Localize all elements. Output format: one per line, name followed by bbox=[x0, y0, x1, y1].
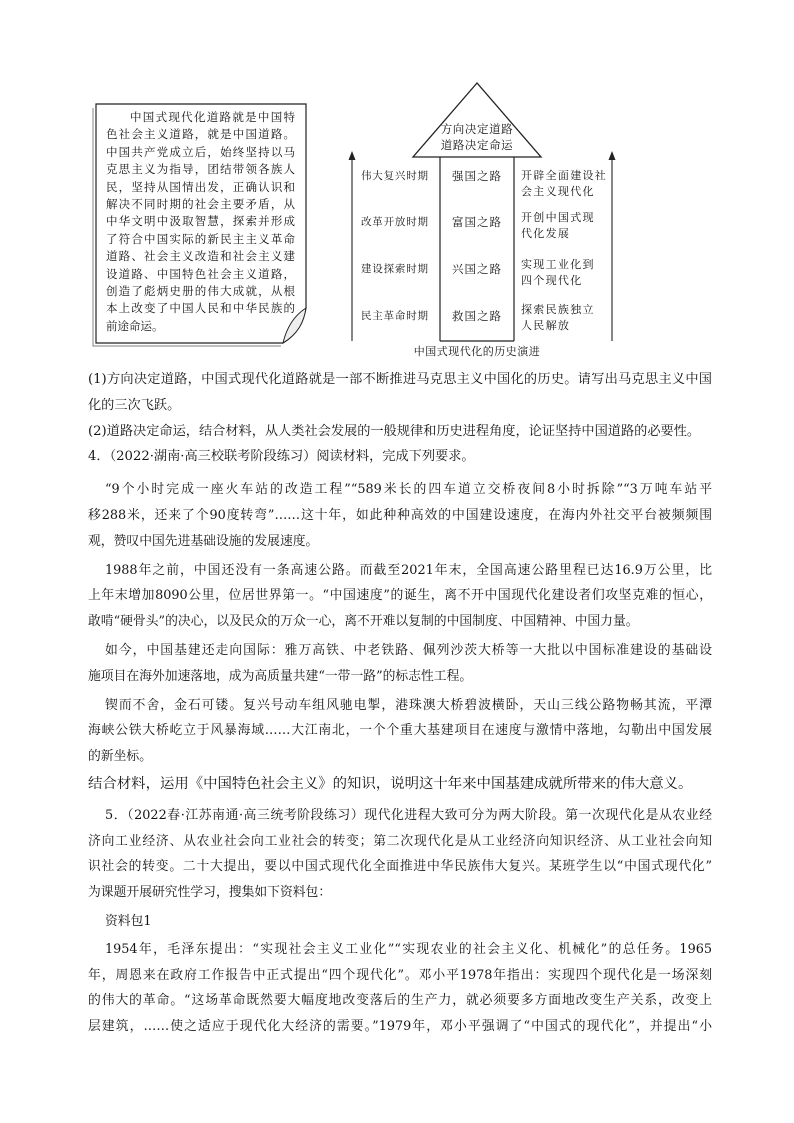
achievement-line: 探索民族独立 bbox=[521, 303, 595, 316]
roof-line-1: 方向决定道路 bbox=[440, 122, 514, 136]
question-line: 结合材料，运用《中国特色社会主义》的知识，说明这十年来中国基建成就所带来的伟大意义。 bbox=[88, 775, 693, 792]
note-line: 解决不同时期的社会主要矛盾，从 bbox=[106, 196, 295, 211]
note-text bbox=[106, 109, 295, 335]
note-line: 克思主义为指导，团结带领各族人 bbox=[106, 162, 295, 177]
passage-line: 为课题开展研究性学习，搜集如下资料包： bbox=[88, 885, 332, 901]
note-line: 本上改变了中国人民和中华民族的 bbox=[106, 301, 295, 316]
passage-line: 锲而不舍，金石可镂。复兴号动车组风驰电掣，港珠澳大桥碧波横卧，天山三线公路物畅其流，平潭 bbox=[105, 697, 712, 713]
passage-line: 年，周恩来在政府工作报告中正式提出“四个现代化”。邓小平1978年指出：实现四个现代化是一场深刻 bbox=[88, 967, 712, 983]
period-label: 改革开放时期 bbox=[361, 216, 429, 228]
note-line: 创造了彪炳史册的伟大成就，从根 bbox=[106, 283, 295, 298]
question-line: 化的三次飞跃。 bbox=[88, 397, 181, 413]
period-label: 民主革命时期 bbox=[361, 310, 429, 322]
road-label: 兴国之路 bbox=[452, 262, 502, 276]
achievement-line: 会主义现代化 bbox=[521, 184, 595, 198]
note-line: 色社会主义道路，就是中国道路。 bbox=[106, 127, 295, 142]
note-line: 前途命运。 bbox=[106, 318, 164, 333]
achievement-line: 开创中国式现 bbox=[521, 211, 595, 224]
achievement-label bbox=[521, 257, 611, 288]
right-arrow-head bbox=[609, 151, 616, 160]
passage-line: 敢啃“硬骨头”的决心，以及民众的万众一心，离不开难以复制的中国制度、中国精神、中国力量。 bbox=[88, 614, 639, 630]
passage-line: 济向工业经济、从农业社会向工业社会的转变；第二次现代化是从工业经济向知识经济、从工业社会向知 bbox=[88, 833, 712, 849]
road-label: 强国之路 bbox=[452, 169, 502, 183]
figure-caption: 中国式现代化的历史演进 bbox=[413, 345, 541, 358]
road-label: 富国之路 bbox=[452, 215, 502, 229]
question-4-heading bbox=[88, 444, 712, 470]
passage-line: 观，赞叹中国先进基础设施的发展速度。 bbox=[88, 533, 319, 549]
roof-line-2: 道路决定命运 bbox=[440, 138, 514, 152]
passage-line: 1988年之前，中国还没有一条高速公路。而截至2021年末，全国高速公路里程已达16.9万公里，比 bbox=[105, 562, 712, 578]
achievement-line: 开辟全面建设社 bbox=[521, 169, 608, 182]
question-line: (1)方向决定道路，中国式现代化道路就是一部不断推进马克思主义中国化的历史。请写出马克思主义中国 bbox=[88, 372, 712, 387]
passage-line: 的新坐标。 bbox=[88, 749, 152, 765]
passage-paragraph bbox=[88, 558, 712, 635]
passage-line: 上年末增加8090公里，位居世界第一。“中国速度”的诞生，离不开中国现代化建设者们攻坚克难的恒心， bbox=[88, 588, 712, 604]
material-pack-title bbox=[88, 909, 712, 935]
period-label: 建设探索时期 bbox=[361, 263, 429, 275]
material-pack-paragraph bbox=[88, 937, 712, 1040]
passage-line: “9个小时完成一座火车站的改造工程”“589米长的四车道立交桥夜间8小时拆除”“3万吨车站平 bbox=[105, 482, 712, 498]
achievement-line: 代化发展 bbox=[521, 226, 571, 240]
passage-paragraph bbox=[88, 693, 712, 770]
note-line: 民，坚持从国情出发，正确认识和 bbox=[106, 179, 295, 194]
sub-question-1 bbox=[88, 367, 712, 419]
achievement-line: 四个现代化 bbox=[521, 273, 583, 287]
pack-title: 资料包1 bbox=[105, 913, 152, 929]
left-arrow-head bbox=[349, 151, 356, 160]
achievement-line: 实现工业化到 bbox=[521, 258, 595, 271]
left-arrow bbox=[349, 151, 356, 341]
passage-line: 层建筑，……使之适应于现代化大经济的需要。”1979年，邓小平强调了“中国式的现代化”，并提出“小 bbox=[88, 1019, 712, 1035]
passage-line: 施项目在海外加速落地，成为高质量共建“一带一路”的标志性工程。 bbox=[88, 668, 473, 684]
note-line: 了符合中国实际的新民主主义革命 bbox=[106, 231, 295, 246]
note-line: 中国共产党成立后，始终坚持以马 bbox=[106, 144, 295, 159]
achievement-label bbox=[521, 302, 611, 333]
passage-line: 如今，中国基建还走向国际：雅万高铁、中老铁路、佩列沙茨大桥等一大批以中国标准建设的基础设 bbox=[105, 642, 712, 658]
achievement-label bbox=[521, 168, 611, 199]
passage-paragraph bbox=[88, 477, 712, 554]
question-4-task bbox=[88, 772, 712, 798]
note-line: 中华文明中汲取智慧，探索并形成 bbox=[106, 214, 295, 229]
passage-line: 识社会的转变。二十大提出，要以中国式现代化全面推进中华民族伟大复兴。某班学生以“中国式现代化” bbox=[88, 859, 712, 875]
question-line: (2)道路决定命运，结合材料，从人类社会发展的一般规律和历史进程角度，论证坚持中国道路的必要性。 bbox=[88, 423, 701, 439]
passage-line: 移288米，还来了个90度转弯”……这十年，如此种种高效的中国建设速度，在海内外社交平台被频频围 bbox=[88, 507, 712, 523]
passage-line: 海峡公铁大桥屹立于风暴海域……大江南北，一个个重大基建项目在速度与激情中落地，勾勒出中国发展 bbox=[88, 723, 712, 739]
road-label: 救国之路 bbox=[452, 309, 502, 323]
achievement-line: 人民解放 bbox=[521, 318, 571, 332]
passage-line: 的伟大的革命。“这场革命既然要大幅度地改变落后的生产力，就必须要多方面地改变生产关系，改变上 bbox=[88, 993, 712, 1009]
note-line: 道路、社会主义改造和社会主义建 bbox=[106, 249, 295, 264]
document-body bbox=[88, 367, 712, 1040]
note-line: 设道路、中国特色社会主义道路， bbox=[106, 266, 295, 281]
passage-paragraph bbox=[88, 638, 712, 690]
achievement-label bbox=[521, 210, 611, 241]
passage-line: 5．（2022春·江苏南通·高三统考阶段练习）现代化进程大致可分为两大阶段。第一次现代化是从农业经 bbox=[105, 807, 712, 823]
period-label: 伟大复兴时期 bbox=[361, 170, 429, 182]
question-5-intro bbox=[88, 803, 712, 906]
passage-line: 1954年，毛泽东提出：“实现社会主义工业化”“实现农业的社会主义化、机械化”的总任务。1965 bbox=[105, 941, 712, 957]
note-line: 中国式现代化道路就是中国特 bbox=[130, 110, 295, 124]
question-line: 4．（2022·湖南·高三校联考阶段练习）阅读材料，完成下列要求。 bbox=[88, 449, 475, 465]
sub-question-2 bbox=[88, 419, 712, 445]
